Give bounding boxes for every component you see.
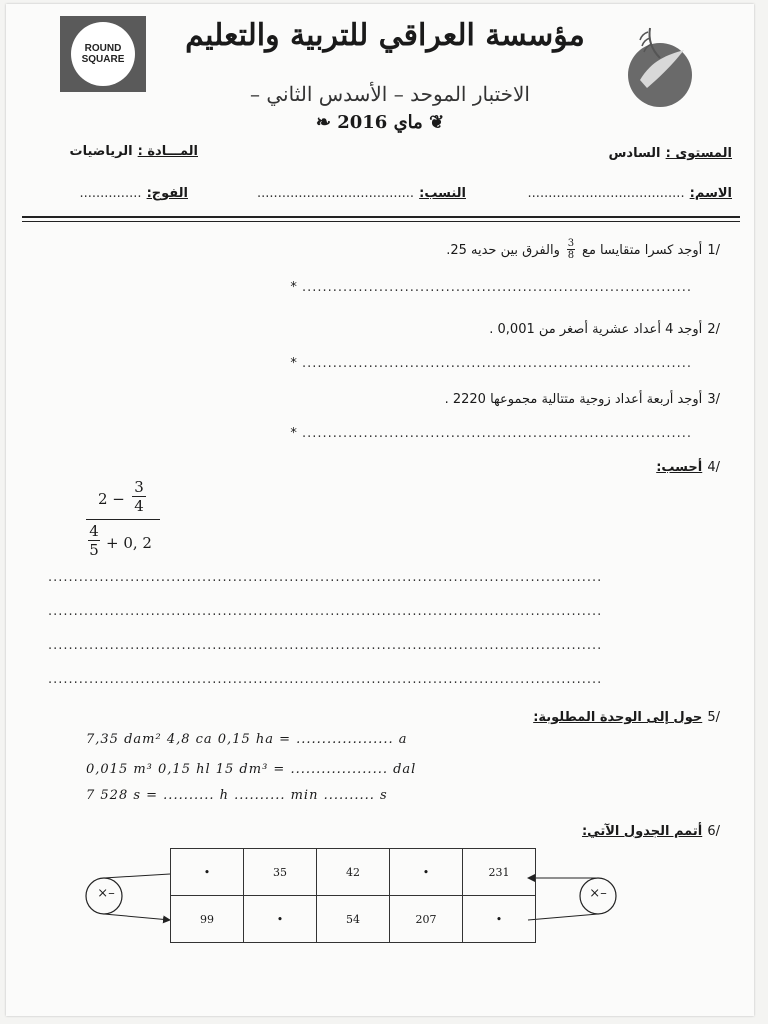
answer-dots: ............................................................................ <box>301 356 692 371</box>
group-dots: ............... <box>79 186 142 201</box>
date-text: ماي 2016 <box>337 112 423 133</box>
left-arrow-in <box>104 874 170 878</box>
name-label: الاسم: <box>689 186 732 201</box>
question-1 <box>446 238 720 261</box>
table-cell[interactable]: • <box>463 896 536 943</box>
complex-fraction <box>86 478 166 570</box>
question-number: /5 <box>707 710 720 725</box>
answer-marker: * <box>290 356 297 371</box>
answer-dots: ............................................................................ <box>301 426 692 441</box>
name-dots: ...................................... <box>527 186 685 201</box>
question-number: /6 <box>707 824 720 839</box>
table-row <box>171 849 536 896</box>
right-arrow-in <box>528 914 598 920</box>
working-line-2[interactable]: ............................................................................................................ <box>48 604 603 619</box>
working-line-4[interactable]: ............................................................................................................ <box>48 672 603 687</box>
top-denominator: 4 <box>134 497 144 515</box>
surname-dots: ...................................... <box>257 186 415 201</box>
exam-date <box>280 112 480 133</box>
question-3 <box>445 388 720 407</box>
subject-label: المـــادة : <box>137 144 198 159</box>
question-number: /4 <box>707 460 720 475</box>
table-cell: 231 <box>463 849 536 896</box>
ornament-icon: ❦ <box>422 112 445 133</box>
working-line-3[interactable]: ............................................................................................................ <box>48 638 603 653</box>
group-field <box>48 182 188 201</box>
answer-marker: * <box>290 280 297 295</box>
level-label: المستوى : <box>665 146 732 161</box>
completion-table <box>170 848 536 943</box>
table-cell: 99 <box>171 896 244 943</box>
name-field <box>528 182 732 201</box>
round-square-logo <box>60 16 146 92</box>
right-operator-label: ×– <box>589 886 607 901</box>
subject-field <box>38 140 198 159</box>
question-2 <box>489 318 720 337</box>
answer-dots: ............................................................................ <box>301 280 692 295</box>
table-cell: 54 <box>317 896 390 943</box>
logo-text-line2: SQUARE <box>81 54 125 65</box>
top-whole: 2 − <box>98 490 125 508</box>
main-fraction-bar <box>86 519 160 520</box>
table-cell: 35 <box>244 849 317 896</box>
left-operator-label: ×– <box>97 886 115 901</box>
question-text: حول إلى الوحدة المطلوبة: <box>533 710 703 725</box>
question-text: والفرق بين حديه 25. <box>446 243 560 258</box>
level-field <box>608 142 732 161</box>
table-cell: 42 <box>317 849 390 896</box>
header-divider-thin <box>22 221 740 222</box>
fraction <box>567 238 575 261</box>
level-value: السادس <box>608 146 661 161</box>
surname-label: النسب: <box>419 186 466 201</box>
top-numerator: 3 <box>134 478 144 496</box>
question-text: أحسب: <box>656 460 703 475</box>
working-line-1[interactable]: ............................................................................................................ <box>48 570 603 585</box>
fraction-denominator: 8 <box>567 250 575 261</box>
table-cell[interactable]: • <box>244 896 317 943</box>
bottom-denominator: 5 <box>89 541 99 559</box>
table-cell[interactable]: • <box>390 849 463 896</box>
bottom-numerator: 4 <box>89 522 99 540</box>
top-fraction <box>132 478 146 515</box>
table-cell: 207 <box>390 896 463 943</box>
conversion-line-2: 0,015 m³ 0,15 hl 15 dm³ = ................... dal <box>86 762 417 777</box>
subject-value: الرياضيات <box>69 144 133 159</box>
question-text: أوجد 4 أعداد عشرية أصغر من 0,001 . <box>489 322 703 337</box>
left-arrow-out <box>104 914 170 920</box>
question-6 <box>582 820 720 839</box>
logo-text-line1: ROUND <box>84 43 122 54</box>
bottom-rest: + 0, 2 <box>106 534 152 552</box>
bottom-fraction <box>88 522 100 559</box>
conversion-line-1: 7,35 dam² 4,8 ca 0,15 ha = ................... a <box>86 732 408 747</box>
conversion-line-3: 7 528 s = .......... h .......... min .......... s <box>86 788 388 803</box>
question-text: أوجد أربعة أعداد زوجية متتالية مجموعها 2220 . <box>444 392 703 407</box>
ornament-icon: ❧ <box>315 112 338 133</box>
exam-subtitle: الاختبار الموحد – الأسدس الثاني – <box>250 82 530 106</box>
answer-marker: * <box>290 426 297 441</box>
answer-line-3[interactable] <box>290 422 692 441</box>
header-divider <box>22 216 740 218</box>
question-text: أتمم الجدول الآتي: <box>581 824 703 839</box>
question-5 <box>533 706 720 725</box>
fraction-numerator: 3 <box>567 238 575 249</box>
table-row <box>171 896 536 943</box>
table-cell[interactable]: • <box>171 849 244 896</box>
question-number: /1 <box>707 243 720 258</box>
answer-line-2[interactable] <box>290 352 692 371</box>
institution-emblem-icon <box>622 20 698 110</box>
question-4 <box>656 456 720 475</box>
institution-title: مؤسسة العراقي للتربية والتعليم <box>185 18 585 53</box>
question-number: /3 <box>707 392 720 407</box>
question-text: أوجد كسرا متقايسا مع <box>582 243 703 258</box>
question-number: /2 <box>707 322 720 337</box>
group-label: الفوج: <box>146 186 188 201</box>
surname-field <box>196 182 466 201</box>
answer-line-1[interactable] <box>290 276 692 295</box>
